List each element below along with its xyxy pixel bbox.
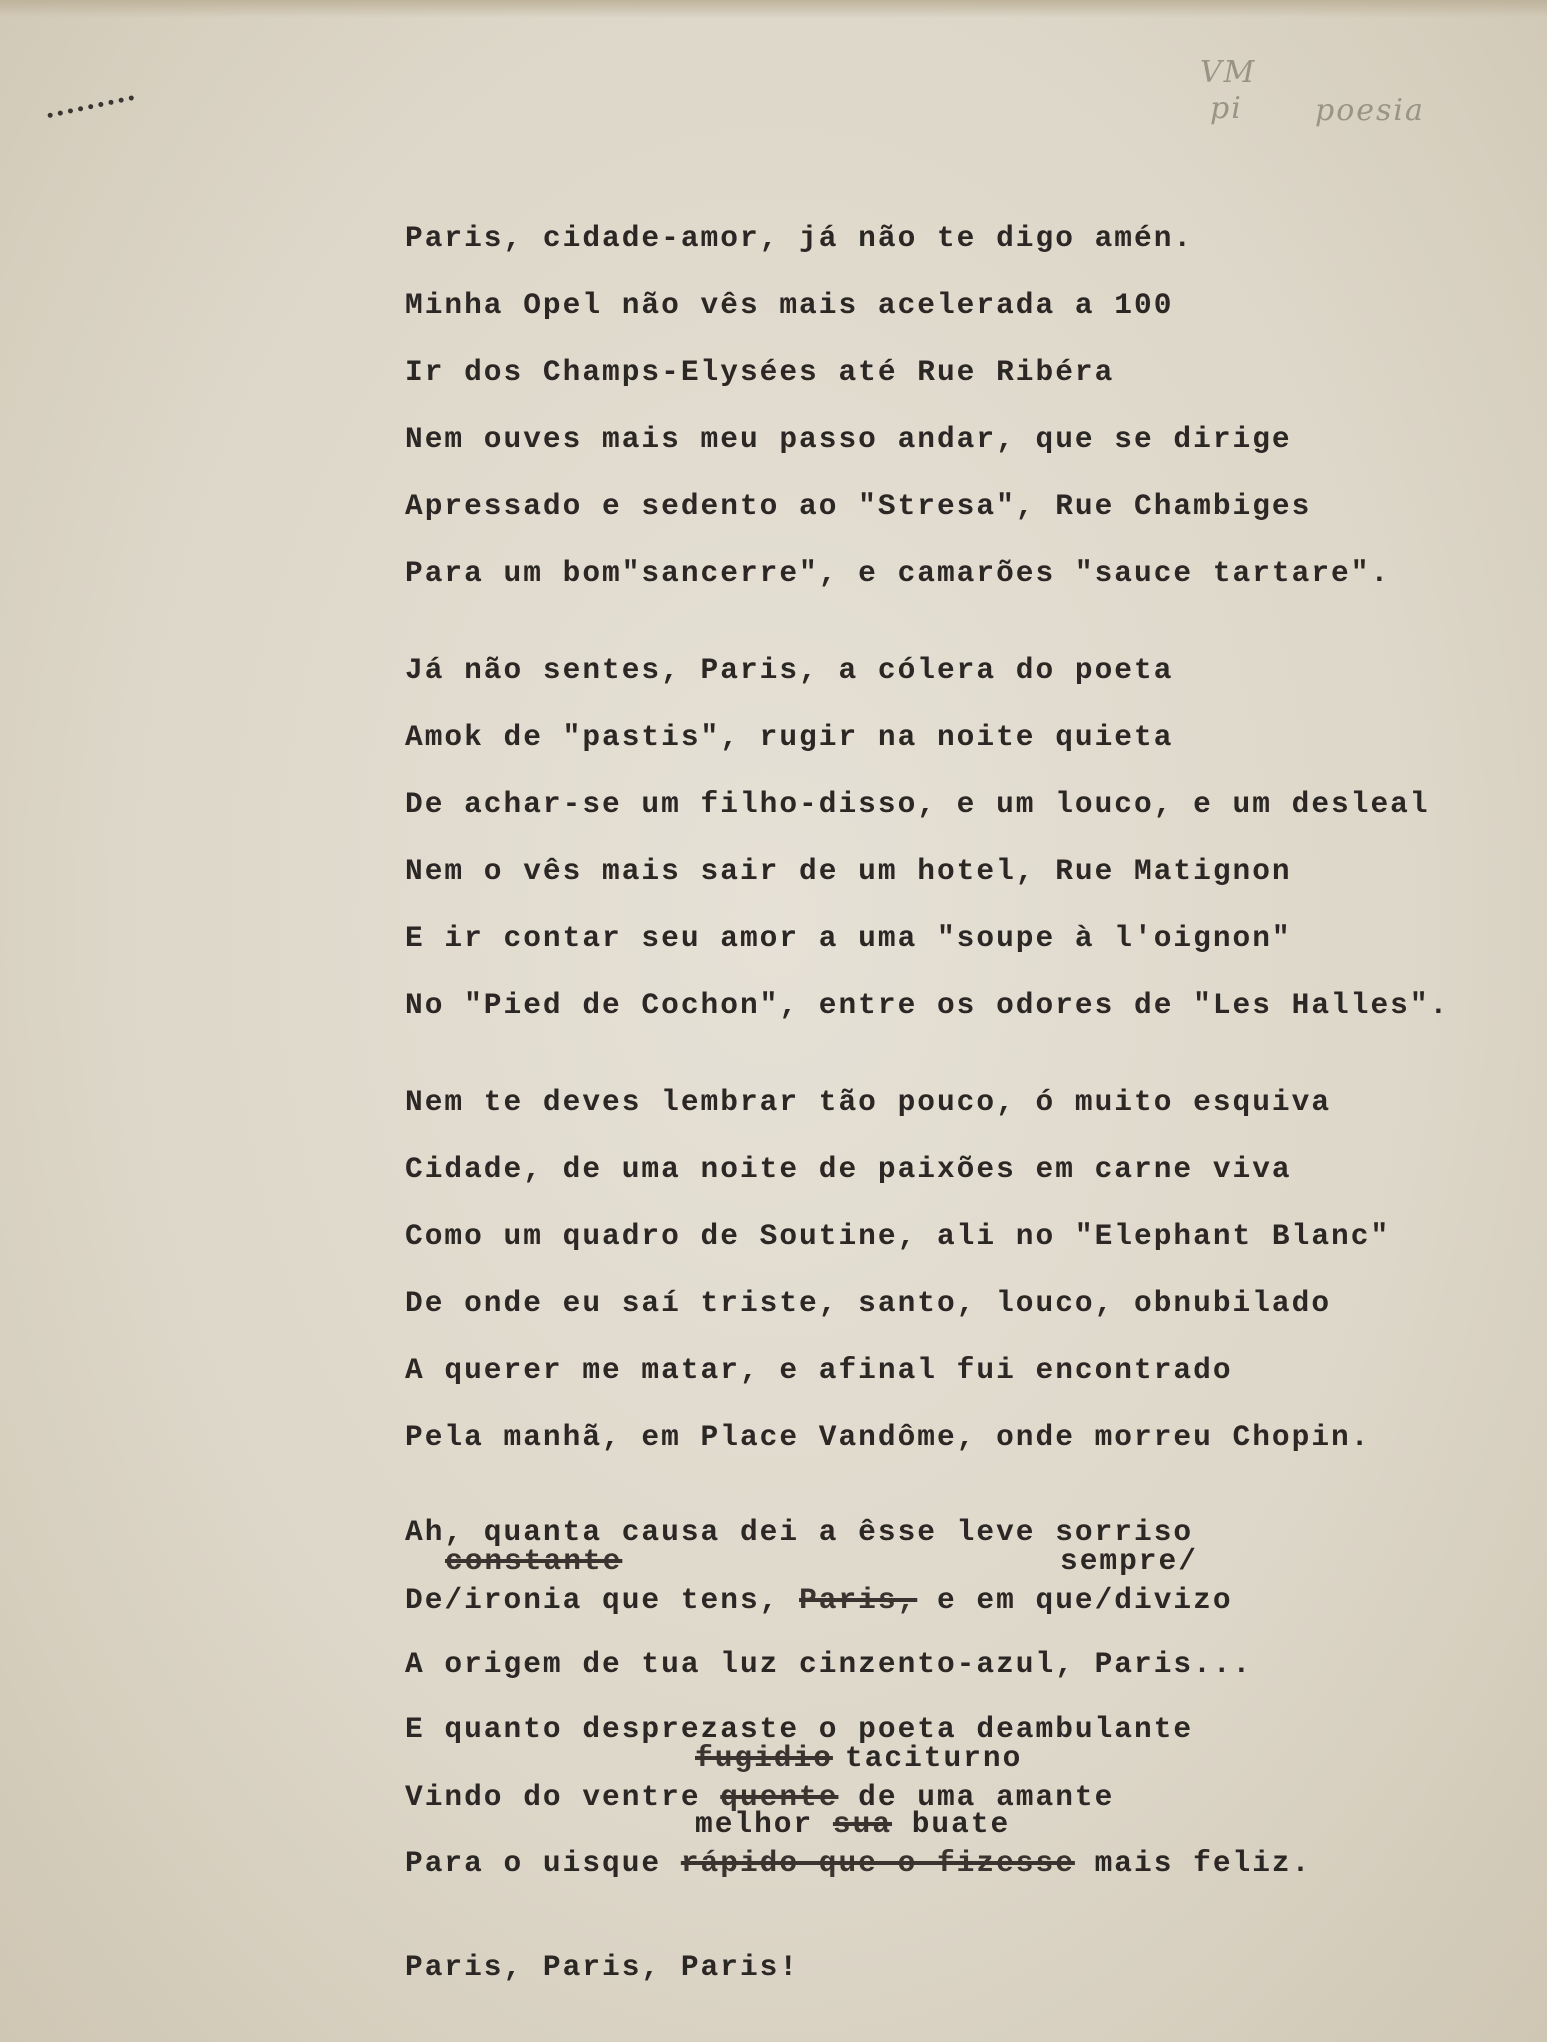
struck-word: Paris, [799,1583,918,1617]
poem-line: De achar-se um filho-disso, e um louco, e um desleal [405,787,1430,821]
insertion-line [405,1804,1449,1844]
poem-line: Ir dos Champs-Elysées até Rue Ribéra [405,355,1115,389]
poem [405,205,1449,2001]
inserted-word: buate [892,1807,1011,1841]
poem-line: E quanto desprezaste o poeta deambulante [405,1712,1194,1746]
poem-line: Minha Opel não vês mais acelerada a 100 [405,288,1174,322]
closing-line: Paris, Paris, Paris! [405,1950,800,1984]
poem-line: Paris, cidade-amor, já não te digo amén. [405,221,1194,255]
insertion-line [405,1738,1449,1778]
text-segment: mais feliz. [1074,1846,1312,1880]
ink-marks [47,95,137,130]
struck-word: rápido que o fizesse [680,1846,1075,1880]
text-segment: Vindo do ventre [405,1780,721,1814]
poem-line: Amok de "pastis", rugir na noite quieta [405,720,1174,754]
stanza-3 [405,1069,1449,1471]
text-segment: de uma amante [838,1780,1115,1814]
margin-note-3: poesia [1315,93,1425,128]
text-segment: De/ironia que tens, [405,1583,800,1617]
poem-line: E ir contar seu amor a uma "soupe à l'oignon" [405,921,1292,955]
poem-line: Ah, quanta causa dei a êsse leve sorriso [405,1515,1194,1549]
struck-word: sua [832,1807,893,1841]
stanza-4 [405,1501,1449,1894]
margin-note-1: VM [1200,55,1257,90]
poem-line: Nem o vês mais sair de um hotel, Rue Matignon [405,854,1292,888]
inserted-word: taciturno [845,1741,1023,1775]
struck-word: quente [720,1780,839,1814]
poem-line: A origem de tua luz cinzento-azul, Paris... [405,1647,1253,1681]
margin-note-2: pi [1210,91,1243,126]
stanza-2 [405,637,1449,1039]
handwritten-margin-note [1200,55,1425,128]
inserted-word: sempre/ [1060,1544,1198,1578]
struck-word: fugidio [695,1741,833,1775]
struck-word: constante [445,1544,623,1578]
poem-line: De onde eu saí triste, santo, louco, obnubilado [405,1286,1332,1320]
text-segment: Para o uisque [405,1846,681,1880]
poem-line: No "Pied de Cochon", entre os odores de "Les Halles". [405,988,1450,1022]
poem-line: Pela manhã, em Place Vandôme, onde morreu Chopin. [405,1420,1371,1454]
inserted-word: melhor [695,1807,833,1841]
poem-line: A querer me matar, e afinal fui encontrado [405,1353,1233,1387]
stanza-1 [405,205,1449,607]
poem-line: Nem ouves mais meu passo andar, que se dirige [405,422,1292,456]
insertion-line [405,1541,1449,1581]
poem-line: Nem te deves lembrar tão pouco, ó muito esquiva [405,1085,1332,1119]
poem-line: Apressado e sedento ao "Stresa", Rue Chambiges [405,489,1312,523]
text-segment: e em que/divizo [917,1583,1233,1617]
poem-line: Para um bom"sancerre", e camarões "sauce tartare". [405,556,1391,590]
poem-line: Já não sentes, Paris, a cólera do poeta [405,653,1174,687]
poem-line: Como um quadro de Soutine, ali no "Elephant Blanc" [405,1219,1391,1253]
poem-line: Cidade, de uma noite de paixões em carne viva [405,1152,1292,1186]
